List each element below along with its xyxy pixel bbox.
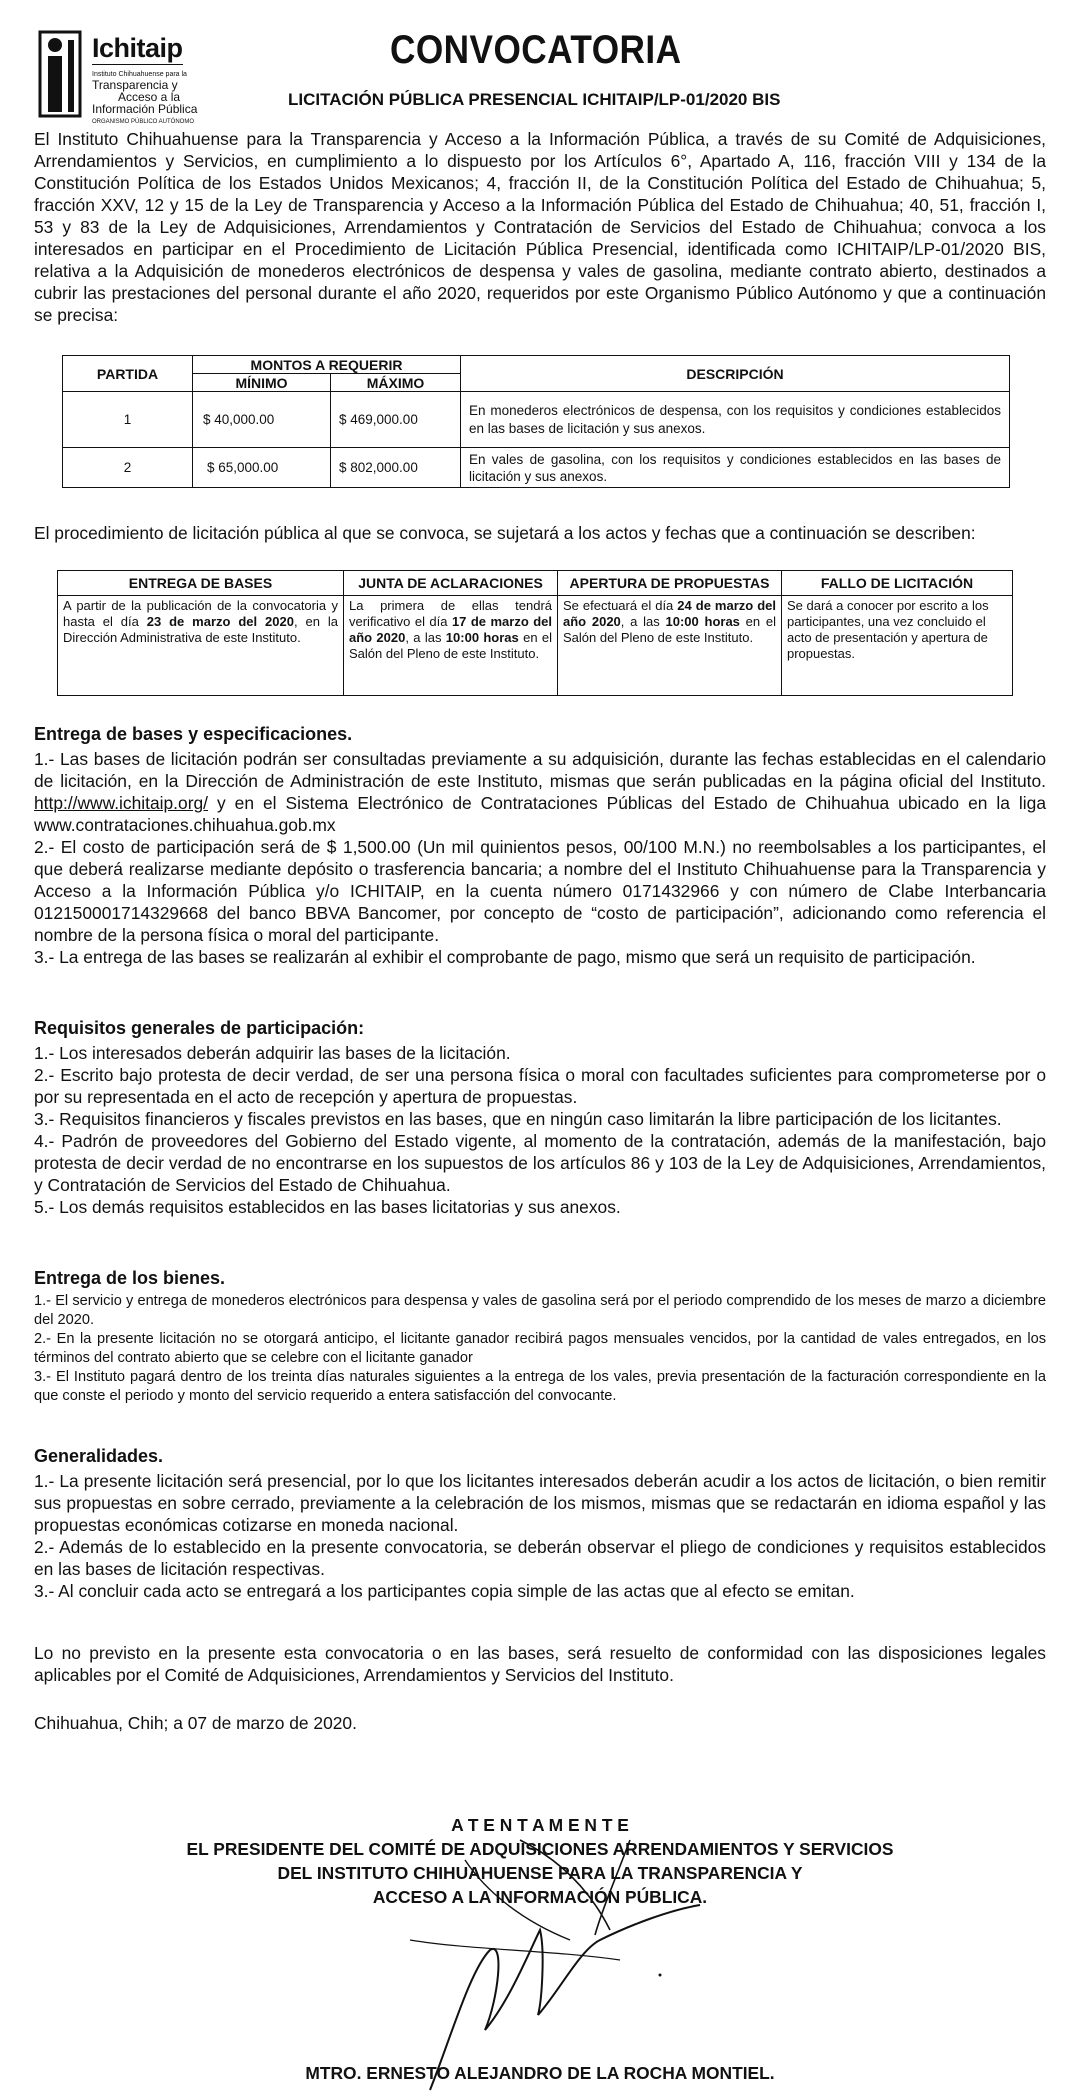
ichitaip-logo [38,30,208,125]
entrega-bases-body: 1.- Las bases de licitación podrán ser consultadas previamente a su adquisición, durante las fechas establecidas en el calendario de licitación, en la Dirección de Administración de este Instituto, mismas que serán publicadas en la página oficial del Instituto. http://www.ichitaip.org/ y en el Sistema Electrónico de Contrataciones Públicas del Estado de Chihuahua ubicado en la liga www.contrataciones.chihuahua.gob.mx 2.- El costo de participación será de $ 1,500.00 (Un mil quinientos pesos, 00/100 M.N.) no reembolsables a los participantes, el que deberá realizarse mediante depósito o trasferencia bancaria; a nombre del el Instituto Chihuahuense para la Transparencia y Acceso a la Información Pública y/o ICHITAIP, en la cuenta número 0171432966 y con número de Clabe Interbancaria 012150001714329668 del banco BBVA Bancomer, por concepto de “costo de participación”, adicionando como referencia el nombre de la persona física o moral del participante. 3.- La entrega de las bases se realizarán al exhibir el comprobante de pago, mismo que será un requisito de participación. [34,749,1046,967]
maximo-cell: $ 802,000.00 [331,448,461,488]
logo-name: Ichitaip [92,33,183,63]
col-montos: MONTOS A REQUERIR [193,356,461,374]
list-item: 2.- Escrito bajo protesta de decir verdad, de ser una persona física o moral con facultades suficientes para comprometerse por o por su representada en el acto de recepción y apertura de propuestas. [34,1065,1046,1107]
list-item: 2.- En la presente licitación no se otorgará anticipo, el licitante ganador recibirá pagos mensuales vencidos, por la cantidad de vales entregados, en los términos del contrato abierto que se celebre con el licitante ganador [34,1331,1046,1366]
table-row [63,392,1010,448]
acts-table [57,570,1013,696]
descripcion-cell: En vales de gasolina, con los requisitos y condiciones establecidos en las bases de licitación y sus anexos. [461,448,1010,488]
apertura-cell: Se efectuará el día 24 de marzo del año 2020, a las 10:00 horas en el Salón del Pleno de este Instituto. [558,596,782,696]
partida-cell: 2 [63,448,193,488]
col-minimo: MÍNIMO [193,374,331,392]
logo-line-3: Acceso a la [118,90,181,104]
maximo-cell: $ 469,000.00 [331,392,461,448]
entrega-bases-item-3: 3.- La entrega de las bases se realizarán al exhibir el comprobante de pago, mismo que será un requisito de participación. [34,947,976,967]
col-junta-aclaraciones: JUNTA DE ACLARACIONES [344,571,558,596]
minimo-cell: $ 40,000.00 [193,392,331,448]
page-title: CONVOCATORIA [390,28,682,72]
list-item: 5.- Los demás requisitos establecidos en las bases licitatorias y sus anexos. [34,1197,621,1217]
logo-line-5: ORGANISMO PÚBLICO AUTÓNOMO [92,119,195,125]
entrega-bases-heading: Entrega de bases y especificaciones. [34,724,353,744]
handwritten-signature [370,1800,730,2100]
generalidades-heading: Generalidades. [34,1446,164,1466]
logo-line-2: Transparencia y [92,78,178,92]
table-row [58,596,1013,696]
col-descripcion: DESCRIPCIÓN [461,356,1010,392]
entrega-cell: A partir de la publicación de la convocatoria y hasta el día 23 de marzo del 2020, en la Dirección Administrativa de este Instituto. [58,596,344,696]
junta-cell: La primera de ellas tendrá verificativo el día 17 de marzo del año 2020, a las 10:00 horas en el Salón del Pleno de este Instituto. [344,596,558,696]
partida-cell: 1 [63,392,193,448]
col-fallo-licitacion: FALLO DE LICITACIÓN [782,571,1013,596]
list-item: 1.- Los interesados deberán adquirir las bases de la licitación. [34,1043,511,1063]
descripcion-cell: En monederos electrónicos de despensa, con los requisitos y condiciones establecidos en las bases de licitación y sus anexos. [461,392,1010,448]
page-subtitle: LICITACIÓN PÚBLICA PRESENCIAL ICHITAIP/LP-01/2020 BIS [288,90,781,109]
signer-title-line-2: DEL INSTITUTO CHIHUAHUENSE PARA LA TRANSPARENCIA Y [277,1863,803,1883]
entrega-bienes-heading: Entrega de los bienes. [34,1268,226,1288]
procedure-intro: El procedimiento de licitación pública al que se convoca, se sujetará a los actos y fechas que a continuación se describen: [34,523,976,543]
minimo-cell: $ 65,000.00 [193,448,331,488]
ichitaip-link[interactable]: http://www.ichitaip.org/ [34,793,208,813]
requisitos-body [34,1042,1046,1218]
table-row [63,448,1010,488]
signer-title-line-1: EL PRESIDENTE DEL COMITÉ DE ADQUISICIONES ARRENDAMIENTOS Y SERVICIOS [186,1839,894,1859]
col-partida: PARTIDA [63,356,193,392]
requisitos-heading: Requisitos generales de participación: [34,1018,365,1038]
list-item: 4.- Padrón de proveedores del Gobierno del Estado vigente, al momento de la contratación, además de la manifestación, bajo protesta de decir verdad de no encontrarse en los supuestos de los artículos 86 y 103 de la Ley de Adquisiciones, Arrendamientos, y Contratación de Servicios del Estado de Chihuahua. [34,1131,1046,1195]
list-item: 2.- Además de lo establecido en la presente convocatoria, se deberán observar el pliego de condiciones y requisitos establecidos en las bases de licitación respectivas. [34,1537,1046,1579]
generalidades-body [34,1470,1046,1602]
logo-line-1: Instituto Chihuahuense para la [92,71,187,78]
signer-name: MTRO. ERNESTO ALEJANDRO DE LA ROCHA MONTIEL. [305,2063,775,2083]
partidas-table [62,355,1010,488]
place-date: Chihuahua, Chih; a 07 de marzo de 2020. [34,1713,357,1733]
list-item: 3.- El Instituto pagará dentro de los treinta días naturales siguientes a la entrega de los vales, previa presentación de la facturación correspondiente en la que conste el periodo y monto del servicio requerido a entera satisfacción del convocante. [34,1369,1046,1404]
logo-line-4: Información Pública [92,102,198,116]
col-entrega-bases: ENTREGA DE BASES [58,571,344,596]
closing-paragraph: Lo no previsto en la presente esta convocatoria o en las bases, será resuelto de conformidad con las disposiciones legales aplicables por el Comité de Adquisiciones, Arrendamientos y Servicios del Instituto. [34,1643,1046,1685]
col-maximo: MÁXIMO [331,374,461,392]
signer-title-line-3: ACCESO A LA INFORMACIÓN PÚBLICA. [372,1887,708,1907]
atentamente: A T E N T A M E N T E [451,1815,629,1835]
entrega-bases-item-2: 2.- El costo de participación será de $ 1,500.00 (Un mil quinientos pesos, 00/100 M.N.) no reembolsables a los participantes, el que deberá realizarse mediante depósito o trasferencia bancaria; a nombre del el Instituto Chihuahuense para la Transparencia y Acceso a la Información Pública y/o ICHITAIP, en la cuenta número 0171432966 y con número de Clabe Interbancaria 012150001714329668 del banco BBVA Bancomer, por concepto de “costo de participación”, adicionando como referencia el nombre de la persona física o moral del participante. [34,837,1046,945]
list-item: 3.- Al concluir cada acto se entregará a los participantes copia simple de las actas que al efecto se emitan. [34,1581,855,1601]
list-item: 1.- La presente licitación será presencial, por lo que los licitantes interesados deberán acudir a los actos de licitación, o bien remitir sus propuestas en sobre cerrado, previamente a la celebración de los mismos, mismas que se redactarán en idioma español y las propuestas económicas cotizarse en moneda nacional. [34,1471,1046,1535]
ichitaip-logo-icon [38,30,86,120]
list-item: 3.- Requisitos financieros y fiscales previstos en las bases, que en ningún caso limitarán la libre participación de los licitantes. [34,1109,1002,1129]
col-apertura-propuestas: APERTURA DE PROPUESTAS [558,571,782,596]
entrega-bienes-body [34,1292,1046,1406]
fallo-cell: Se dará a conocer por escrito a los participantes, una vez concluido el acto de presentación y apertura de propuestas. [782,596,1013,696]
list-item: 1.- El servicio y entrega de monederos electrónicos para despensa y vales de gasolina será por el periodo comprendido de los meses de marzo a diciembre del 2020. [34,1293,1046,1328]
intro-paragraph: El Instituto Chihuahuense para la Transparencia y Acceso a la Información Pública, a través de su Comité de Adquisiciones, Arrendamientos y Servicios, en cumplimiento a lo dispuesto por los Artículos 6°, Apartado A, 116, fracción VIII y 134 de la Constitución Política de los Estados Unidos Mexicanos; 4, fracción II, de la Constitución Política del Estado de Chihuahua; 5, fracción XXV, 12 y 15 de la Ley de Transparencia y Acceso a la Información Pública del Estado de Chihuahua; 40, 51, fracción I, 53 y 83 de la Ley de Adquisiciones, Arrendamientos y Contratación de Servicios del Estado de Chihuahua; convoca a los interesados en participar en el Procedimiento de Licitación Pública Presencial, identificada como ICHITAIP/LP-01/2020 BIS, relativa a la Adquisición de monederos electrónicos de despensa y vales de gasolina, mediante contrato abierto, destinados a cubrir las prestaciones del personal durante el año 2020, requeridos por este Organismo Público Autónomo y que a continuación se precisa: [34,129,1046,325]
